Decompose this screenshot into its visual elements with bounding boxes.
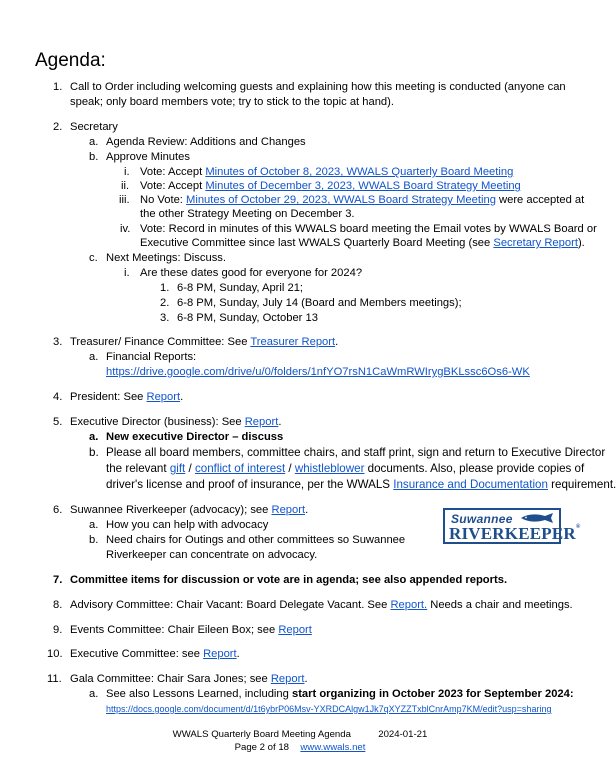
- gift-link[interactable]: gift: [169, 462, 186, 475]
- roman-numeral: i.: [124, 267, 130, 279]
- sub-letter: a.: [89, 431, 99, 443]
- footer-site-link[interactable]: www.wwals.net: [300, 742, 366, 753]
- need-chairs-text: Need chairs for Outings and other committees so Suwannee: [106, 534, 406, 546]
- treasurer-report-link[interactable]: Treasurer Report: [250, 336, 336, 348]
- fish-icon: [519, 512, 559, 524]
- documents-line2: the relevant gift / conflict of interest / whistleblower documents. Also, please provide copies of: [106, 462, 585, 475]
- insurance-documentation-link[interactable]: Insurance and Documentation: [393, 478, 548, 491]
- advisory-committee-line: Advisory Committee: Chair Vacant: Board Delegate Vacant. See Report. Needs a chair and meetings.: [70, 599, 573, 611]
- whistleblower-link[interactable]: whistleblower: [294, 462, 365, 475]
- email-votes-line-cont: Executive Committee since last WWALS Quarterly Board Meeting (see Secretary Report).: [140, 237, 585, 249]
- conflict-of-interest-link[interactable]: conflict of interest: [194, 462, 286, 475]
- events-report-link[interactable]: Report: [278, 624, 312, 636]
- roman-numeral: iv.: [120, 223, 131, 235]
- need-chairs-text-cont: Riverkeeper can concentrate on advocacy.: [106, 549, 318, 561]
- item-number: 10.: [47, 648, 63, 660]
- date-number: 1.: [160, 282, 170, 294]
- date-number: 3.: [160, 312, 170, 324]
- president-report-link[interactable]: Report: [146, 391, 181, 403]
- item-number: 4.: [53, 391, 63, 403]
- executive-committee-report-link[interactable]: Report: [203, 648, 237, 660]
- meeting-date-october: 6-8 PM, Sunday, October 13: [177, 312, 318, 324]
- item-number: 1.: [53, 81, 63, 93]
- footer-page: Page 2 of 18: [234, 742, 290, 753]
- advisory-report-link[interactable]: Report.: [390, 599, 428, 611]
- financial-reports-label: Financial Reports:: [106, 351, 197, 363]
- page-title: Agenda:: [35, 50, 106, 71]
- executive-director-report-link[interactable]: Report: [244, 416, 279, 428]
- footer-date: 2024-01-21: [378, 729, 428, 740]
- sub-letter: a.: [89, 351, 99, 363]
- date-number: 2.: [160, 297, 170, 309]
- roman-numeral: ii.: [121, 180, 130, 192]
- sub-letter: b.: [89, 151, 99, 163]
- sub-letter: a.: [89, 688, 99, 700]
- treasurer-line: Treasurer/ Finance Committee: See Treasurer Report.: [70, 336, 339, 348]
- executive-director-line: Executive Director (business): See Report.: [70, 416, 282, 428]
- item-number: 9.: [53, 624, 63, 636]
- events-committee-line: Events Committee: Chair Eileen Box; see Report: [70, 624, 312, 636]
- new-executive-director-text: New executive Director – discuss: [106, 431, 284, 443]
- approve-minutes-text: Approve Minutes: [106, 151, 190, 163]
- minutes-oct29-line-cont: the other Strategy Meeting on December 3.: [140, 208, 355, 220]
- sub-letter: a.: [89, 136, 99, 148]
- lessons-learned-link[interactable]: https://docs.google.com/document/d/1t6ybrP06Msv-YXRDCAlgw1Jk7qXYZZTxblCnrAmp7KM/edit?usp=sharing: [106, 704, 552, 714]
- riverkeeper-line: Suwannee Riverkeeper (advocacy); see Report.: [70, 504, 309, 516]
- roman-numeral: iii.: [119, 194, 130, 206]
- item-number: 8.: [53, 599, 63, 611]
- secretary-heading: Secretary: [70, 121, 118, 133]
- item-number: 6.: [53, 504, 63, 516]
- financial-reports-link[interactable]: https://drive.google.com/drive/u/0/folders/1nfYO7rsN1CaWmRWIrygBKLssc6Os6-WK: [106, 366, 530, 378]
- meeting-date-april: 6-8 PM, Sunday, April 21;: [177, 282, 304, 294]
- gala-committee-line: Gala Committee: Chair Sara Jones; see Report.: [70, 673, 308, 685]
- minutes-oct8-line: Vote: Accept Minutes of October 8, 2023, WWALS Quarterly Board Meeting: [140, 166, 514, 178]
- sub-letter: c.: [89, 252, 98, 264]
- item-number: 11.: [47, 673, 62, 685]
- gala-report-link[interactable]: Report: [270, 673, 305, 685]
- suwannee-riverkeeper-logo: Suwannee RIVERKEEPER®: [443, 508, 561, 544]
- call-to-order-text: Call to Order including welcoming guests and explaining how this meeting is conducted (anyone can: [70, 81, 566, 93]
- minutes-dec3-link[interactable]: Minutes of December 3, 2023, WWALS Board Strategy Meeting: [205, 180, 521, 192]
- minutes-dec3-line: Vote: Accept Minutes of December 3, 2023, WWALS Board Strategy Meeting: [140, 180, 521, 192]
- item-number: 3.: [53, 336, 63, 348]
- item-number: 2.: [53, 121, 63, 133]
- footer-page-line: [0, 742, 600, 754]
- meeting-date-july: 6-8 PM, Sunday, July 14 (Board and Members meetings);: [177, 297, 462, 309]
- committee-items-text: Committee items for discussion or vote are in agenda; see also appended reports.: [70, 574, 508, 586]
- item-number: 7.: [53, 574, 63, 586]
- executive-committee-line: Executive Committee: see Report.: [70, 648, 240, 660]
- dates-question: Are these dates good for everyone for 2024?: [140, 267, 363, 279]
- secretary-report-link[interactable]: Secretary Report: [493, 237, 578, 249]
- email-votes-line: Vote: Record in minutes of this WWALS board meeting the Email votes by WWALS Board or: [140, 223, 597, 235]
- lessons-learned-line: See also Lessons Learned, including start organizing in October 2023 for September 2024:: [106, 688, 574, 700]
- next-meetings-text: Next Meetings: Discuss.: [106, 252, 226, 264]
- sub-letter: b.: [89, 534, 99, 546]
- president-line: President: See Report.: [70, 391, 184, 403]
- roman-numeral: i.: [124, 166, 130, 178]
- minutes-oct8-link[interactable]: Minutes of October 8, 2023, WWALS Quarterly Board Meeting: [205, 166, 514, 178]
- sub-letter: a.: [89, 519, 99, 531]
- call-to-order-text-cont: speak; only board members vote; try to stick to the topic at hand).: [70, 96, 394, 108]
- item-number: 5.: [53, 416, 63, 428]
- riverkeeper-report-link[interactable]: Report: [271, 504, 306, 516]
- advocacy-help-text: How you can help with advocacy: [106, 519, 269, 531]
- footer-title: WWALS Quarterly Board Meeting Agenda: [172, 729, 351, 740]
- footer-title-line: [0, 729, 600, 741]
- agenda-review-text: Agenda Review: Additions and Changes: [106, 136, 306, 148]
- sub-letter: b.: [89, 446, 99, 459]
- minutes-oct29-line: No Vote: Minutes of October 29, 2023, WWALS Board Strategy Meeting were accepted at: [140, 194, 585, 206]
- documents-line3: driver's license and proof of insurance, per the WWALS Insurance and Documentation requirement.: [106, 478, 616, 491]
- documents-line1: Please all board members, committee chairs, and staff print, sign and return to Executive Director: [106, 446, 606, 459]
- minutes-oct29-link[interactable]: Minutes of October 29, 2023, WWALS Board Strategy Meeting: [186, 194, 496, 206]
